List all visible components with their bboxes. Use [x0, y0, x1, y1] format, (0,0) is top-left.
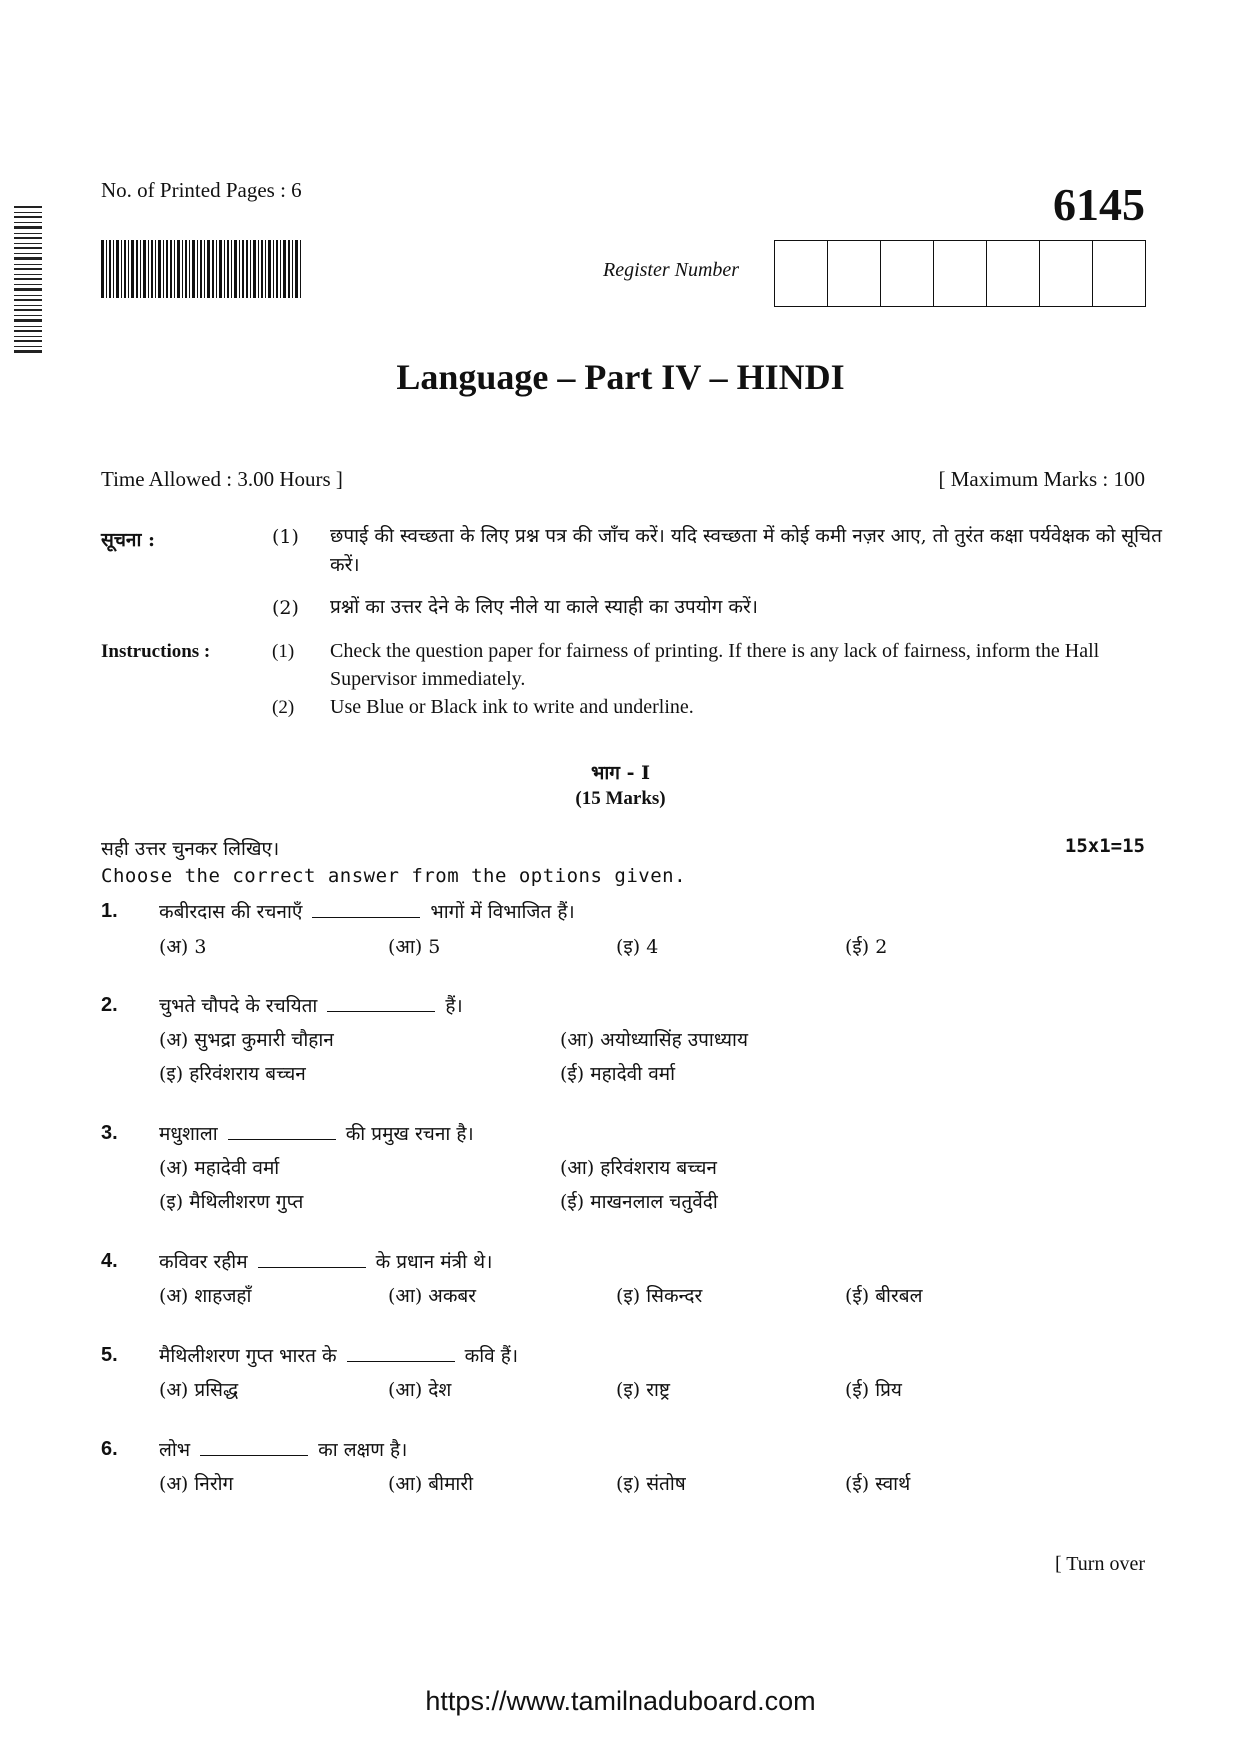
option-text: हरिवंशराय बच्चन — [189, 1063, 306, 1085]
option-label: (ई) — [845, 1285, 870, 1307]
option-text: 4 — [646, 936, 659, 958]
option-text: संतोष — [646, 1473, 686, 1495]
maximum-marks: [ Maximum Marks : 100 — [938, 467, 1145, 491]
option[interactable] — [159, 933, 206, 959]
instruction-item-number: (2) — [272, 697, 295, 718]
option[interactable] — [388, 1282, 476, 1308]
option-text: सिकन्दर — [646, 1285, 703, 1307]
question-text-before: मधुशाला — [159, 1123, 218, 1145]
register-number-label: Register Number — [603, 259, 740, 281]
option-label: (आ) — [388, 1285, 423, 1307]
option-label: (अ) — [159, 1029, 189, 1051]
answer-blank — [327, 993, 435, 1012]
question-text-before: चुभते चौपदे के रचयिता — [159, 995, 318, 1017]
option-label: (आ) — [388, 1379, 423, 1401]
option-text: 5 — [428, 936, 441, 958]
instruction-hindi: सही उत्तर चुनकर लिखिए। — [101, 838, 280, 860]
question-text-after: हैं। — [445, 995, 463, 1017]
option-text: सुभद्रा कुमारी चौहान — [194, 1029, 334, 1051]
option[interactable] — [845, 1282, 922, 1308]
option-text: बीमारी — [428, 1473, 474, 1495]
answer-blank — [228, 1121, 336, 1140]
option-label: (अ) — [159, 936, 189, 958]
answer-blank — [200, 1437, 308, 1456]
option-text: राष्ट्र — [646, 1379, 670, 1401]
option-text: 3 — [194, 936, 207, 958]
footer-url[interactable]: https://www.tamilnaduboard.com — [425, 1686, 816, 1716]
option[interactable] — [388, 1470, 473, 1496]
option[interactable] — [388, 1376, 451, 1402]
notice-item-number: (1) — [272, 526, 299, 548]
option[interactable] — [560, 1060, 675, 1086]
option-text: अकबर — [428, 1285, 477, 1307]
option-label: (अ) — [159, 1379, 189, 1401]
turn-over: [ Turn over — [1054, 1553, 1145, 1575]
register-digit-box[interactable] — [1092, 241, 1145, 306]
option-label: (ई) — [845, 1379, 870, 1401]
option-text: निरोग — [194, 1473, 234, 1495]
option[interactable] — [845, 1470, 910, 1496]
option[interactable] — [616, 1376, 670, 1402]
option-label: (इ) — [616, 1379, 641, 1401]
option[interactable] — [845, 1376, 902, 1402]
printed-pages: No. of Printed Pages : 6 — [101, 178, 302, 202]
register-digit-box[interactable] — [880, 241, 933, 306]
notice-item-text: प्रश्नों का उत्तर देने के लिए नीले या काले स्याही का उपयोग करें। — [330, 596, 758, 618]
option-text: देश — [428, 1379, 452, 1401]
option-label: (आ) — [560, 1029, 595, 1051]
option-text: महादेवी वर्मा — [590, 1063, 676, 1085]
option[interactable] — [560, 1026, 748, 1052]
option-label: (इ) — [616, 936, 641, 958]
option-label: (अ) — [159, 1285, 189, 1307]
question-number: 3. — [101, 1122, 118, 1144]
option-text: माखनलाल चतुर्वेदी — [590, 1191, 718, 1213]
answer-blank — [258, 1249, 366, 1268]
question-text — [159, 1248, 492, 1274]
option[interactable] — [616, 933, 658, 959]
register-digit-box[interactable] — [986, 241, 1039, 306]
paper-code: 6145 — [1053, 179, 1145, 230]
question-text-after: का लक्षण है। — [318, 1439, 408, 1461]
option-label: (इ) — [159, 1191, 184, 1213]
barcode — [101, 240, 301, 298]
option-text: 2 — [875, 936, 888, 958]
option-text: स्वार्थ — [875, 1473, 911, 1495]
option-text: बीरबल — [875, 1285, 923, 1307]
section-marks: (15 Marks) — [575, 788, 666, 809]
register-digit-box[interactable] — [933, 241, 986, 306]
question-number: 5. — [101, 1344, 118, 1366]
option-text: महादेवी वर्मा — [194, 1157, 280, 1179]
question-text-after: भागों में विभाजित हैं। — [430, 901, 575, 923]
question-text-before: कविवर रहीम — [159, 1251, 248, 1273]
option-text: मैथिलीशरण गुप्त — [189, 1191, 304, 1213]
section-score: 15x1=15 — [1064, 835, 1145, 857]
option[interactable] — [159, 1188, 303, 1214]
question-number: 2. — [101, 994, 118, 1016]
question-text — [159, 1436, 407, 1462]
instruction-item-text: Check the question paper for fairness of printing. If there is any lack of fairness, inform the Hall Supervisor immediately. — [330, 640, 1100, 690]
notice-label: सूचना : — [101, 529, 156, 551]
register-number-boxes[interactable] — [774, 240, 1146, 307]
option-text: शाहजहाँ — [194, 1285, 252, 1307]
option[interactable] — [159, 1282, 251, 1308]
question-text-before: कबीरदास की रचनाएँ — [159, 901, 303, 923]
option[interactable] — [159, 1060, 306, 1086]
option[interactable] — [159, 1154, 279, 1180]
option-text: अयोध्यासिंह उपाध्याय — [600, 1029, 748, 1051]
side-barcode — [14, 206, 42, 354]
option[interactable] — [616, 1282, 702, 1308]
answer-blank — [347, 1343, 455, 1362]
instructions-label: Instructions : — [101, 641, 211, 662]
option-label: (ई) — [560, 1191, 585, 1213]
section-name: भाग - I — [591, 762, 650, 784]
option[interactable] — [388, 933, 440, 959]
question-text-before: मैथिलीशरण गुप्त भारत के — [159, 1345, 337, 1367]
question-text — [159, 898, 575, 924]
option-label: (अ) — [159, 1473, 189, 1495]
question-number: 1. — [101, 900, 118, 922]
notice-item-text: छपाई की स्वच्छता के लिए प्रश्न पत्र की जाँच करें। यदि स्वच्छता में कोई कमी नज़र आए, तो तुरंत कक्षा पर्यवेक्षक को सूचित करें। — [330, 525, 1162, 576]
option-label: (ई) — [845, 936, 870, 958]
option-label: (इ) — [616, 1285, 641, 1307]
option-label: (आ) — [388, 1473, 423, 1495]
question-number: 6. — [101, 1438, 118, 1460]
option-label: (इ) — [159, 1063, 184, 1085]
option-label: (आ) — [388, 936, 423, 958]
answer-blank — [312, 899, 420, 918]
option[interactable] — [560, 1154, 717, 1180]
option[interactable] — [560, 1188, 718, 1214]
option[interactable] — [616, 1470, 686, 1496]
option[interactable] — [845, 933, 887, 959]
option-label: (आ) — [560, 1157, 595, 1179]
instruction-english: Choose the correct answer from the options given. — [101, 865, 687, 887]
question-text-before: लोभ — [159, 1439, 191, 1461]
option[interactable] — [159, 1026, 334, 1052]
question-text — [159, 992, 463, 1018]
option-label: (अ) — [159, 1157, 189, 1179]
question-text-after: के प्रधान मंत्री थे। — [375, 1251, 493, 1273]
question-text — [159, 1342, 518, 1368]
question-number: 4. — [101, 1250, 118, 1272]
instruction-item-text: Use Blue or Black ink to write and underline. — [330, 696, 694, 718]
option-label: (ई) — [845, 1473, 870, 1495]
option[interactable] — [159, 1376, 238, 1402]
option-text: हरिवंशराय बच्चन — [600, 1157, 717, 1179]
option[interactable] — [159, 1470, 233, 1496]
register-digit-box[interactable] — [827, 241, 880, 306]
question-text-after: की प्रमुख रचना है। — [345, 1123, 474, 1145]
option-text: प्रिय — [875, 1379, 902, 1401]
notice-item-number: (2) — [272, 597, 299, 619]
question-text-after: कवि हैं। — [464, 1345, 519, 1367]
instruction-item-number: (1) — [272, 641, 295, 662]
option-label: (इ) — [616, 1473, 641, 1495]
register-digit-box[interactable] — [1039, 241, 1092, 306]
option-text: प्रसिद्ध — [194, 1379, 239, 1401]
time-allowed: Time Allowed : 3.00 Hours ] — [101, 467, 343, 491]
option-label: (ई) — [560, 1063, 585, 1085]
register-digit-box[interactable] — [775, 241, 827, 306]
paper-title: Language – Part IV – HINDI — [396, 357, 845, 397]
question-text — [159, 1120, 474, 1146]
